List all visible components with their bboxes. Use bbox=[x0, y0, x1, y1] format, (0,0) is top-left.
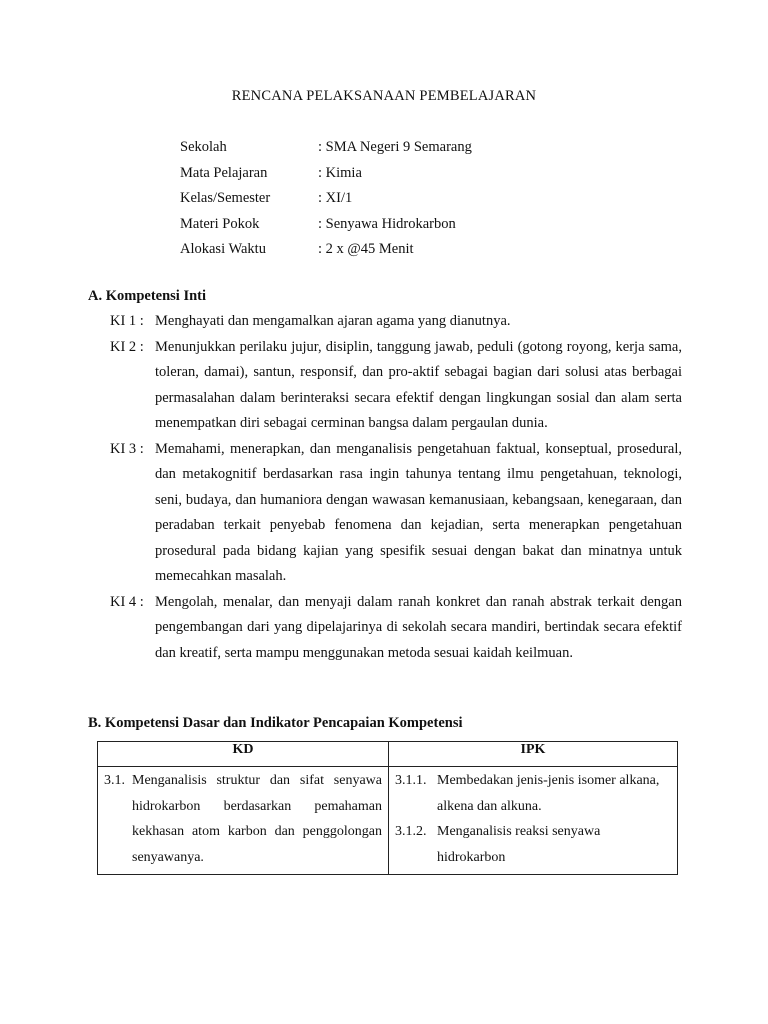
ki-label: KI 2 : bbox=[110, 338, 144, 355]
ki-text: Mengolah, menalar, dan menyaji dalam ranah konkret dan ranah abstrak terkait dengan pengembangan dari yang dipelajarinya di sekolah secara mandiri, bertindak secara efektif dan kreatif, serta mampu menggunakan metoda sesuai kaidah keilmuan. bbox=[155, 593, 682, 661]
kd-number: 3.1. bbox=[104, 773, 125, 788]
section-b-title: B. Kompetensi Dasar dan Indikator Pencapaian Kompetensi bbox=[88, 715, 463, 731]
ipk-text: Membedakan jenis-jenis isomer alkana, alkena dan alkuna. bbox=[437, 773, 660, 814]
ki-item bbox=[110, 335, 682, 437]
info-row bbox=[180, 239, 472, 265]
kd-ipk-table bbox=[97, 741, 678, 875]
kompetensi-inti-list bbox=[110, 309, 682, 666]
ki-text: Menunjukkan perilaku jujur, disiplin, tanggung jawab, peduli (gotong royong, kerja sama, toleran, damai), santun, responsif, dan pro-aktif sebagai bagian dari solusi atas berbagai permasalahan dalam berinteraksi secara efektif dengan lingkungan sosial dan alam serta menempatkan diri sebagai cerminan bangsa dalam pergaulan dunia. bbox=[155, 338, 682, 431]
info-label: Materi Pokok bbox=[180, 215, 260, 232]
info-label: Alokasi Waktu bbox=[180, 241, 266, 257]
kd-header: KD bbox=[98, 742, 389, 767]
table-header-row bbox=[98, 742, 678, 767]
info-label: Mata Pelajaran bbox=[180, 164, 268, 181]
section-a-title: A. Kompetensi Inti bbox=[88, 288, 207, 304]
identity-block bbox=[180, 137, 472, 265]
info-row bbox=[180, 214, 472, 240]
info-value: : Senyawa Hidrokarbon bbox=[318, 215, 456, 232]
info-label: Sekolah bbox=[180, 139, 227, 155]
info-value: : Kimia bbox=[318, 164, 362, 181]
ki-label: KI 4 : bbox=[110, 593, 144, 610]
ki-label: KI 3 : bbox=[110, 440, 144, 457]
ki-item bbox=[110, 309, 682, 335]
document-title: RENCANA PELAKSANAAN PEMBELAJARAN bbox=[231, 88, 537, 104]
info-row bbox=[180, 163, 472, 189]
ipk-text: Menganalisis reaksi senyawa hidrokarbon bbox=[437, 824, 601, 865]
ki-text: Menghayati dan mengamalkan ajaran agama yang dianutnya. bbox=[155, 313, 511, 329]
ki-item bbox=[110, 590, 682, 667]
table-row bbox=[98, 767, 678, 875]
ipk-item bbox=[395, 768, 671, 819]
ipk-cell bbox=[389, 767, 678, 875]
ki-item bbox=[110, 437, 682, 590]
info-row bbox=[180, 137, 472, 163]
info-value: : SMA Negeri 9 Semarang bbox=[318, 139, 472, 155]
ipk-number: 3.1.2. bbox=[395, 824, 427, 839]
ki-text: Memahami, menerapkan, dan menganalisis pengetahuan faktual, konseptual, prosedural, dan metakognitif berdasarkan rasa ingin tahunya tentang ilmu pengetahuan, teknologi, seni, budaya, dan humaniora dengan wawasan kemanusiaan, kebangsaan, kenegaraan, dan peradaban terkait penyebab fenomena dan kejadian, serta menerapkan pengetahuan prosedural pada bidang kajian yang spesifik sesuai dengan bakat dan minatnya untuk memecahkan masalah. bbox=[155, 440, 682, 584]
info-value: : XI/1 bbox=[318, 190, 353, 206]
info-row bbox=[180, 188, 472, 214]
ipk-item bbox=[395, 819, 671, 870]
ipk-number: 3.1.1. bbox=[395, 773, 427, 788]
kd-text: Menganalisis struktur dan sifat senyawa hidrokarbon berdasarkan pemahaman kekhasan atom karbon dan penggolongan senyawanya. bbox=[132, 773, 382, 865]
ipk-header: IPK bbox=[389, 742, 678, 767]
info-label: Kelas/Semester bbox=[180, 190, 271, 206]
ki-label: KI 1 : bbox=[110, 313, 144, 329]
info-value: : 2 x @45 Menit bbox=[318, 241, 414, 257]
kd-cell bbox=[98, 767, 389, 875]
